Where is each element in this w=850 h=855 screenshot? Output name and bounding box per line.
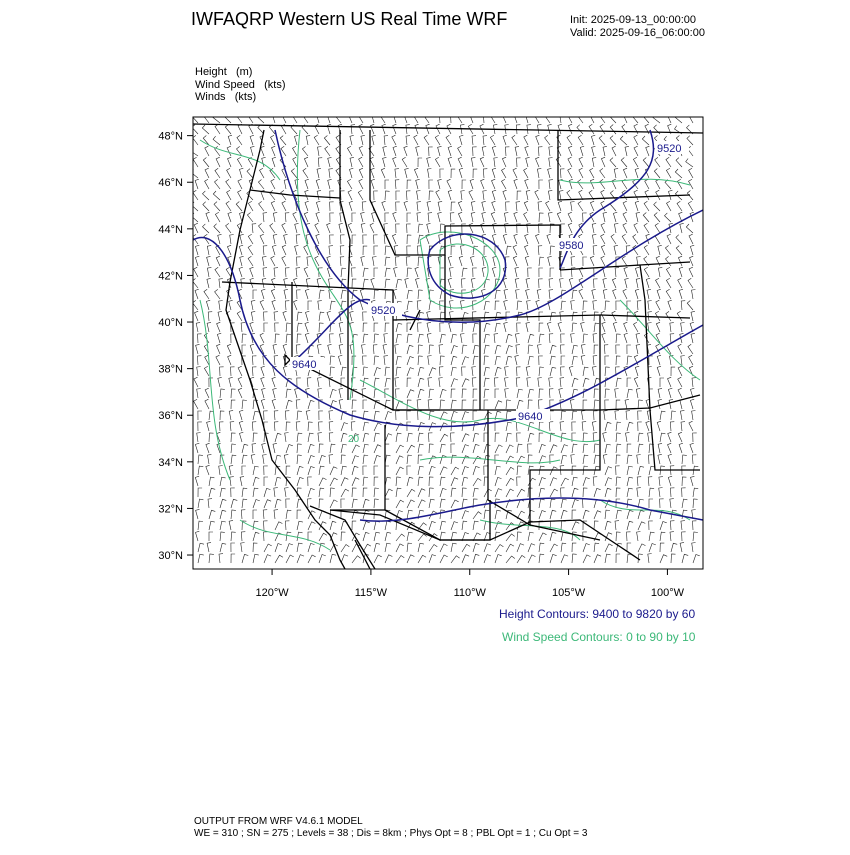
legend-wind-speed: Wind Speed (kts) <box>195 78 286 91</box>
latitude-axis <box>158 131 193 562</box>
footer-settings: WE = 310 ; SN = 275 ; Levels = 38 ; Dis = 8km ; Phys Opt = 8 ; PBL Opt = 1 ; Cu Opt = 3 <box>194 828 588 839</box>
lat-tick-label: 48°N <box>158 130 183 143</box>
lon-tick-label: 105°W <box>552 587 586 599</box>
map-background <box>193 117 703 569</box>
wind-contour-key: Wind Speed Contours: 0 to 90 by 10 <box>502 630 696 644</box>
lat-tick-label: 42°N <box>158 270 183 283</box>
legend-height: Height (m) <box>195 66 253 78</box>
lat-tick-label: 40°N <box>158 317 183 330</box>
contour-label-9580: 9580 <box>559 240 584 252</box>
lat-tick-label: 32°N <box>158 503 183 516</box>
plot-title: IWFAQRP Western US Real Time WRF <box>191 9 508 29</box>
init-time: Init: 2025-09-13_00:00:00 <box>570 14 696 26</box>
lat-tick-label: 30°N <box>158 550 183 563</box>
longitude-axis <box>255 569 684 599</box>
contour-label-9640-b: 9640 <box>518 411 543 423</box>
valid-time: Valid: 2025-09-16_06:00:00 <box>570 27 705 39</box>
contour-label-9520-a: 9520 <box>371 305 396 317</box>
lat-tick-label: 34°N <box>158 456 183 469</box>
lat-tick-label: 36°N <box>158 410 183 423</box>
lon-tick-label: 120°W <box>255 587 289 599</box>
footer-model: OUTPUT FROM WRF V4.6.1 MODEL <box>194 816 363 827</box>
contour-label-9520-b: 9520 <box>657 143 682 155</box>
model-info-footer <box>194 816 587 840</box>
contour-label-9640-a: 9640 <box>292 359 317 371</box>
lon-tick-label: 100°W <box>650 587 684 599</box>
lat-tick-label: 46°N <box>158 177 183 190</box>
lon-tick-label: 115°W <box>354 587 388 599</box>
wind-contour-label: 20 <box>348 434 360 445</box>
lon-tick-label: 110°W <box>453 587 486 599</box>
height-contour-key: Height Contours: 9400 to 9820 by 60 <box>499 607 696 621</box>
lat-tick-label: 44°N <box>158 223 183 236</box>
legend-winds: Winds (kts) <box>195 91 257 103</box>
lat-tick-label: 38°N <box>158 363 183 376</box>
